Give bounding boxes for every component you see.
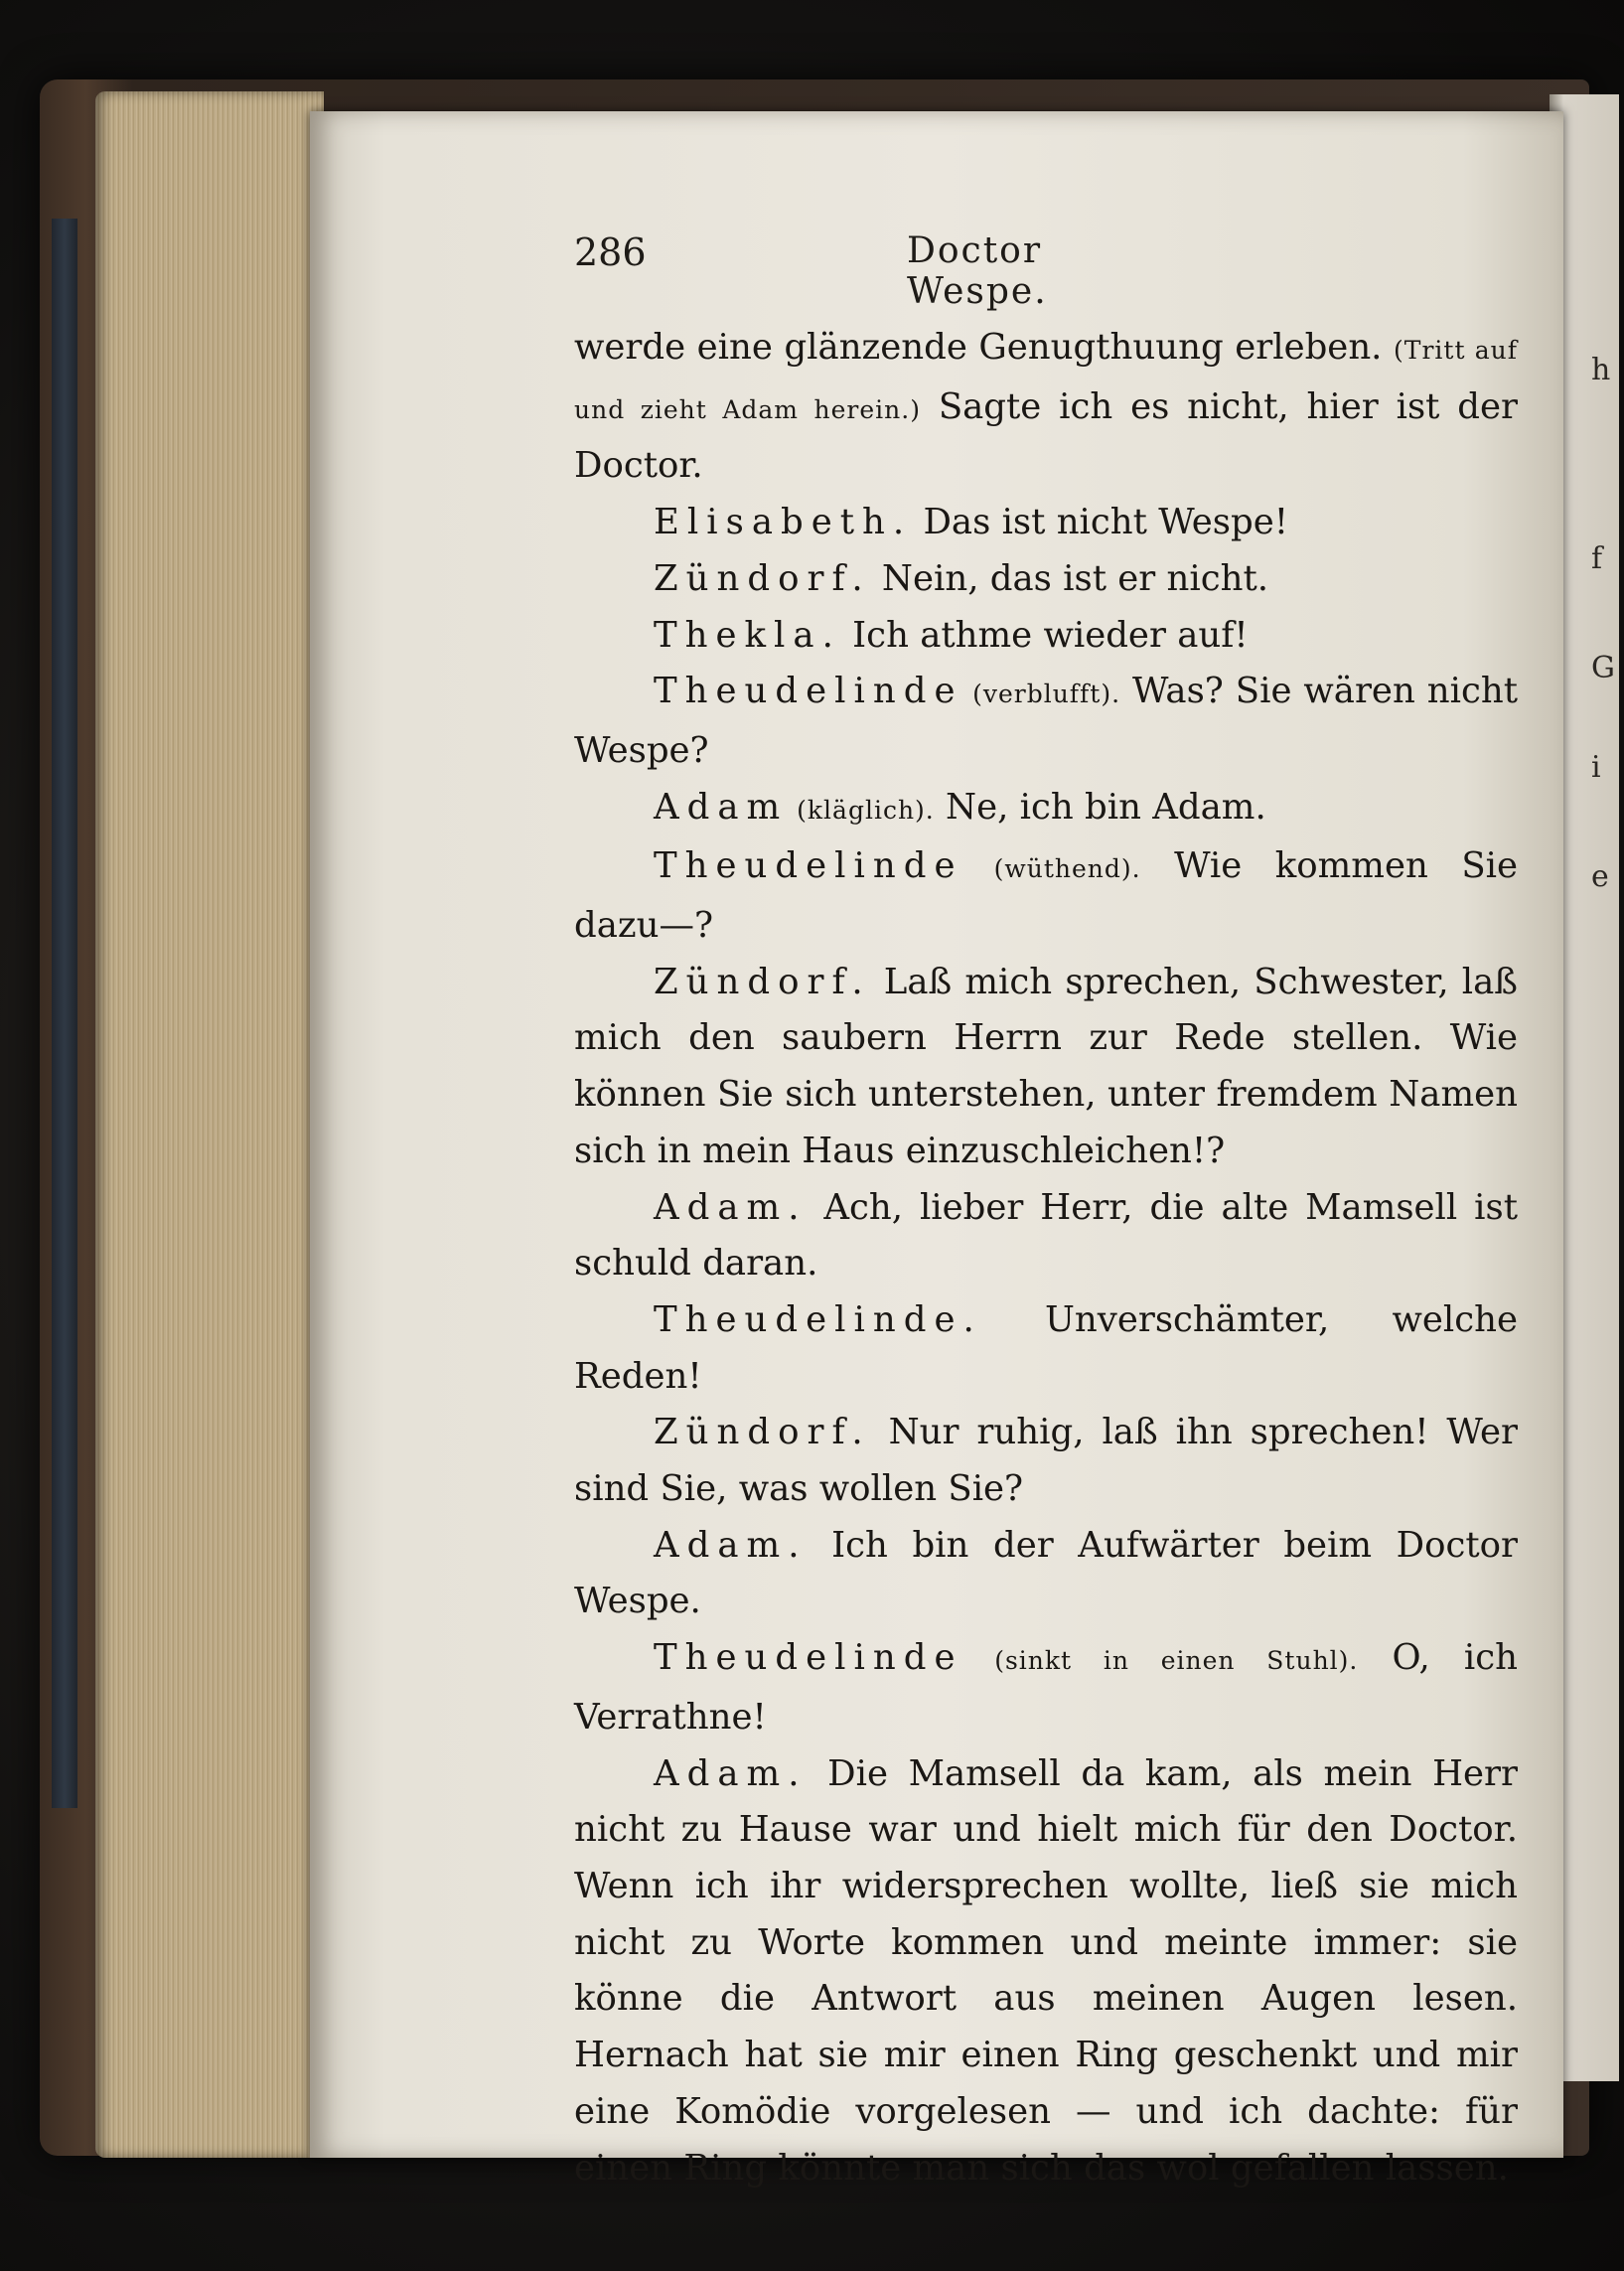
spine-band bbox=[52, 219, 77, 1808]
page-header bbox=[574, 230, 1190, 312]
next-page-fragment: e bbox=[1591, 859, 1609, 894]
speaker-name: Elisabeth. bbox=[654, 502, 913, 543]
running-head: Doctor Wespe. bbox=[907, 230, 1048, 312]
next-page-fragment: h bbox=[1591, 353, 1611, 387]
next-page-fragment: G bbox=[1591, 651, 1615, 685]
speaker-name: Adam. bbox=[654, 1186, 808, 1228]
stage-direction: (verblufft). bbox=[962, 680, 1121, 709]
dialogue-text: Ne, ich bin Adam. bbox=[934, 786, 1266, 828]
stage-direction: (Tritt auf und zieht Adam herein.) bbox=[574, 336, 1518, 424]
dialogue-text: Ach, lieber Herr, die alte Mamsell ist schuld daran. bbox=[574, 1186, 1518, 1285]
speaker-name: Theudelinde bbox=[654, 1637, 963, 1679]
speaker-name: Thekla. bbox=[654, 614, 841, 656]
paragraph bbox=[574, 608, 1518, 665]
paragraph bbox=[574, 1292, 1518, 1405]
dialogue-text: Wie kommen Sie dazu—? bbox=[574, 845, 1518, 947]
paragraph bbox=[574, 664, 1518, 779]
dialogue-text: werde eine glänzende Genugthuung erleben. bbox=[574, 327, 1395, 368]
dialogue-text: Laß mich sprechen, Schwester, laß mich den saubern Herrn zur Rede stellen. Wie können Sie sich unterstehen, unter fremdem Namen sich in mein Haus einzuschleichen!? bbox=[574, 961, 1518, 1171]
paragraph bbox=[574, 320, 1518, 495]
stage-direction: (wüthend). bbox=[962, 854, 1141, 884]
page-body-text bbox=[574, 320, 1518, 2196]
speaker-name: Zündorf. bbox=[654, 1412, 871, 1453]
paragraph bbox=[574, 780, 1518, 839]
stage-direction: (kläglich). bbox=[788, 795, 935, 825]
dialogue-text: Sagte ich es nicht, hier ist der Doctor. bbox=[574, 385, 1518, 487]
speaker-name: Theudelinde bbox=[654, 845, 963, 887]
paragraph bbox=[574, 495, 1518, 551]
next-page-fragment: f bbox=[1591, 541, 1603, 576]
dialogue-text: Unverschämter, welche Reden! bbox=[574, 1298, 1518, 1397]
dialogue-text: Die Mamsell da kam, als mein Herr nicht zu Hause war und hielt mich für den Doctor. Wenn ich ihr widersprechen wollte, ließ sie mich nicht zu Worte kommen und meinte immer: sie könne die Antwort aus meinen Augen lesen. Hernach hat sie mir einen Ring geschenkt und mir eine Komödie vorgelesen — und ich dachte: für einen Ring könnte man sich das wol gefallen lassen. bbox=[574, 1752, 1518, 2189]
paragraph bbox=[574, 551, 1518, 608]
dialogue-text: Das ist nicht Wespe! bbox=[912, 502, 1289, 543]
dialogue-text: Ich athme wieder auf! bbox=[840, 614, 1249, 656]
page-number: 286 bbox=[574, 230, 647, 274]
speaker-name: Theudelinde. bbox=[654, 1298, 982, 1340]
dialogue-text: Nein, das ist er nicht. bbox=[870, 557, 1269, 599]
paragraph bbox=[574, 1405, 1518, 1517]
paragraph bbox=[574, 838, 1518, 954]
next-page-fragment: i bbox=[1591, 750, 1601, 785]
speaker-name: Adam. bbox=[654, 1524, 808, 1566]
paragraph bbox=[574, 1180, 1518, 1292]
speaker-name: Adam bbox=[654, 786, 789, 828]
paragraph bbox=[574, 1518, 1518, 1630]
speaker-name: Zündorf. bbox=[654, 557, 871, 599]
paragraph bbox=[574, 955, 1518, 1180]
dialogue-text: Nur ruhig, laß ihn sprechen! Wer sind Sie, was wollen Sie? bbox=[574, 1412, 1518, 1510]
dialogue-text: Ich bin der Aufwärter beim Doctor Wespe. bbox=[574, 1524, 1518, 1622]
dialogue-text: Was? Sie wären nicht Wespe? bbox=[574, 671, 1518, 771]
speaker-name: Theudelinde bbox=[654, 671, 963, 712]
dialogue-text: O, ich Verrathne! bbox=[574, 1637, 1518, 1738]
page-fore-edges bbox=[95, 91, 324, 2158]
stage-direction: (sinkt in einen Stuhl). bbox=[962, 1646, 1359, 1676]
speaker-name: Adam. bbox=[654, 1752, 808, 1794]
paragraph bbox=[574, 1746, 1518, 2197]
paragraph bbox=[574, 1630, 1518, 1745]
speaker-name: Zündorf. bbox=[654, 961, 871, 1002]
